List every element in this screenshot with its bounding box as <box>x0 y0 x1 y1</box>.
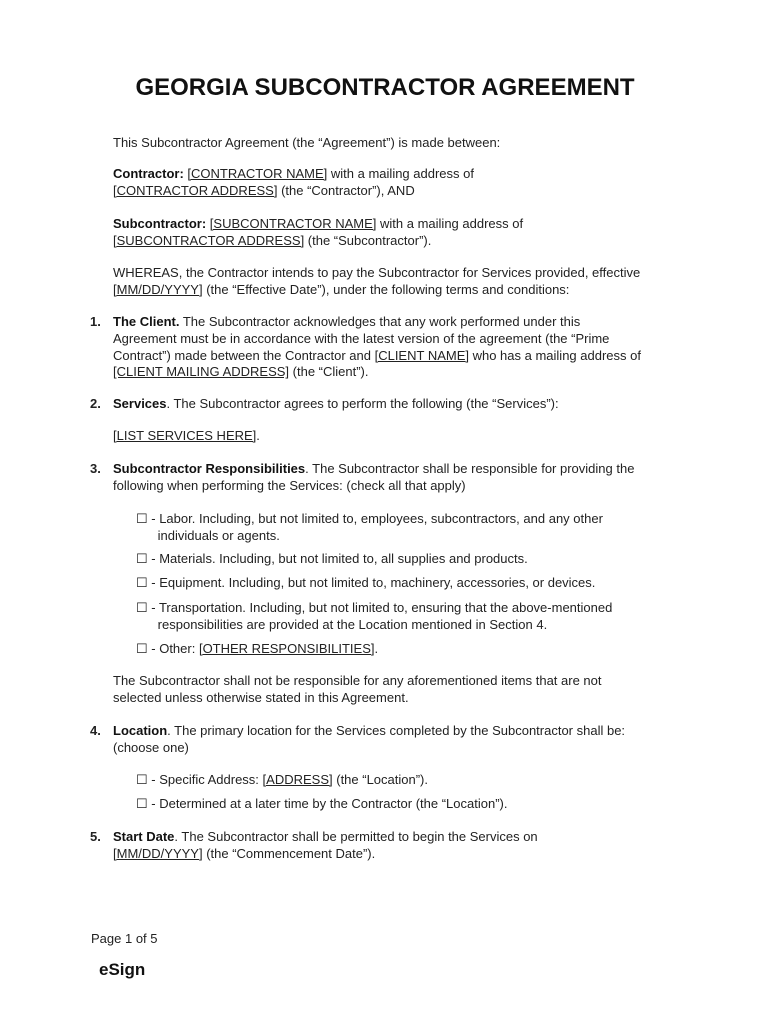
text-run: with a mailing address of <box>376 216 524 231</box>
text-run: The Subcontractor acknowledges that any work performed under this <box>179 314 581 329</box>
text-run: WHEREAS, the Contractor intends to pay the Subcontractor for Services provided, effective <box>113 265 641 280</box>
text-run: selected unless otherwise stated in this Agreement. <box>113 689 409 705</box>
text-run: who has a mailing address of <box>468 347 641 363</box>
fill-in-field[interactable]: [MM/DD/YYYY] <box>113 281 203 297</box>
section-number: 5. <box>90 829 101 844</box>
section-heading: The Client. <box>113 314 180 329</box>
esign-logo: eSign <box>99 960 146 979</box>
text-run: ☐ - Other: <box>136 641 199 656</box>
fill-in-field[interactable]: [OTHER RESPONSIBILITIES] <box>198 641 375 656</box>
checkbox-option[interactable] <box>136 575 595 592</box>
section-heading: Contractor: <box>113 166 184 181</box>
text-run: ☐ - Equipment. Including, but not limited to, machinery, accessories, or devices. <box>136 575 596 590</box>
section-paragraph <box>113 461 634 495</box>
text-run: ☐ - Transportation. Including, but not limited to, ensuring that the above-mentioned <box>136 600 613 615</box>
paragraph <box>113 166 474 200</box>
text-run: Contract”) made between the Contractor and <box>113 347 375 363</box>
fill-in-field[interactable]: [SUBCONTRACTOR NAME] <box>209 216 377 231</box>
text-run: (the “Location”). <box>332 772 428 787</box>
section-paragraph <box>113 723 625 757</box>
fill-in-field[interactable]: [CONTRACTOR NAME] <box>187 166 328 181</box>
text-run: ☐ - Determined at a later time by the Contractor (the “Location”). <box>136 796 508 811</box>
paragraph <box>113 673 602 707</box>
paragraph <box>113 135 500 152</box>
text-run: . The Subcontractor shall be responsible for providing the <box>305 461 635 476</box>
checkbox-option[interactable] <box>136 641 378 658</box>
text-run: . The Subcontractor agrees to perform the following (the “Services”): <box>166 396 559 411</box>
section-heading: Start Date <box>113 829 175 844</box>
fill-in-field[interactable]: [CLIENT NAME] <box>374 347 469 363</box>
text-run: This Subcontractor Agreement (the “Agreement”) is made between: <box>113 135 501 150</box>
text-run: ☐ - Specific Address: <box>136 772 263 787</box>
text-run: responsibilities are provided at the Location mentioned in Section 4. <box>136 616 548 632</box>
checkbox-option[interactable] <box>136 511 603 545</box>
paragraph <box>113 216 523 250</box>
fill-in-field[interactable]: [CONTRACTOR ADDRESS] <box>113 182 278 198</box>
section-number: 4. <box>90 723 101 738</box>
section-number: 3. <box>90 461 101 476</box>
text-run: (the “Subcontractor”). <box>304 232 432 248</box>
text-run: . The primary location for the Services completed by the Subcontractor shall be: <box>167 723 626 738</box>
text-run: (the “Commencement Date”). <box>202 845 376 861</box>
text-run: (the “Contractor”), AND <box>277 182 415 198</box>
text-run: (choose one) <box>113 739 189 755</box>
section-paragraph <box>113 314 641 381</box>
text-run: . The Subcontractor shall be permitted to begin the Services on <box>174 829 538 844</box>
text-run: . <box>256 428 260 443</box>
paragraph <box>113 265 640 299</box>
text-run: (the “Client”). <box>289 364 369 380</box>
text-run: The Subcontractor shall not be responsible for any aforementioned items that are not <box>113 673 602 688</box>
section-paragraph <box>113 396 559 413</box>
section-heading: Location <box>113 723 168 738</box>
fill-in-field[interactable]: [SUBCONTRACTOR ADDRESS] <box>113 232 305 248</box>
text-run: following when performing the Services: (check all that apply) <box>113 477 466 493</box>
text-run: . <box>374 641 379 656</box>
section-number: 1. <box>90 314 101 329</box>
checkbox-option[interactable] <box>136 551 528 568</box>
checkbox-option[interactable] <box>136 772 428 789</box>
fill-in-field[interactable]: [MM/DD/YYYY] <box>113 845 203 861</box>
checkbox-option[interactable] <box>136 796 507 813</box>
text-run: individuals or agents. <box>136 527 280 543</box>
text-run: ☐ - Materials. Including, but not limited to, all supplies and products. <box>136 551 528 566</box>
text-run: Agreement must be in accordance with the latest version of the agreement (the “Prime <box>113 330 610 346</box>
text-run: (the “Effective Date”), under the following terms and conditions: <box>202 281 570 297</box>
fill-in-field[interactable]: [ADDRESS] <box>262 772 333 787</box>
fill-in-field[interactable]: [LIST SERVICES HERE] <box>113 428 257 443</box>
checkbox-option[interactable] <box>136 600 612 634</box>
page-number: Page 1 of 5 <box>91 931 158 946</box>
section-number: 2. <box>90 396 101 411</box>
document-title: GEORGIA SUBCONTRACTOR AGREEMENT <box>135 74 635 101</box>
section-heading: Subcontractor Responsibilities <box>113 461 306 476</box>
paragraph <box>113 428 260 445</box>
fill-in-field[interactable]: [CLIENT MAILING ADDRESS] <box>113 364 290 380</box>
text-run: ☐ - Labor. Including, but not limited to, employees, subcontractors, and any other <box>136 511 603 526</box>
section-heading: Services <box>113 396 167 411</box>
section-heading: Subcontractor: <box>113 216 207 231</box>
text-run: with a mailing address of <box>327 166 474 181</box>
section-paragraph <box>113 829 538 863</box>
